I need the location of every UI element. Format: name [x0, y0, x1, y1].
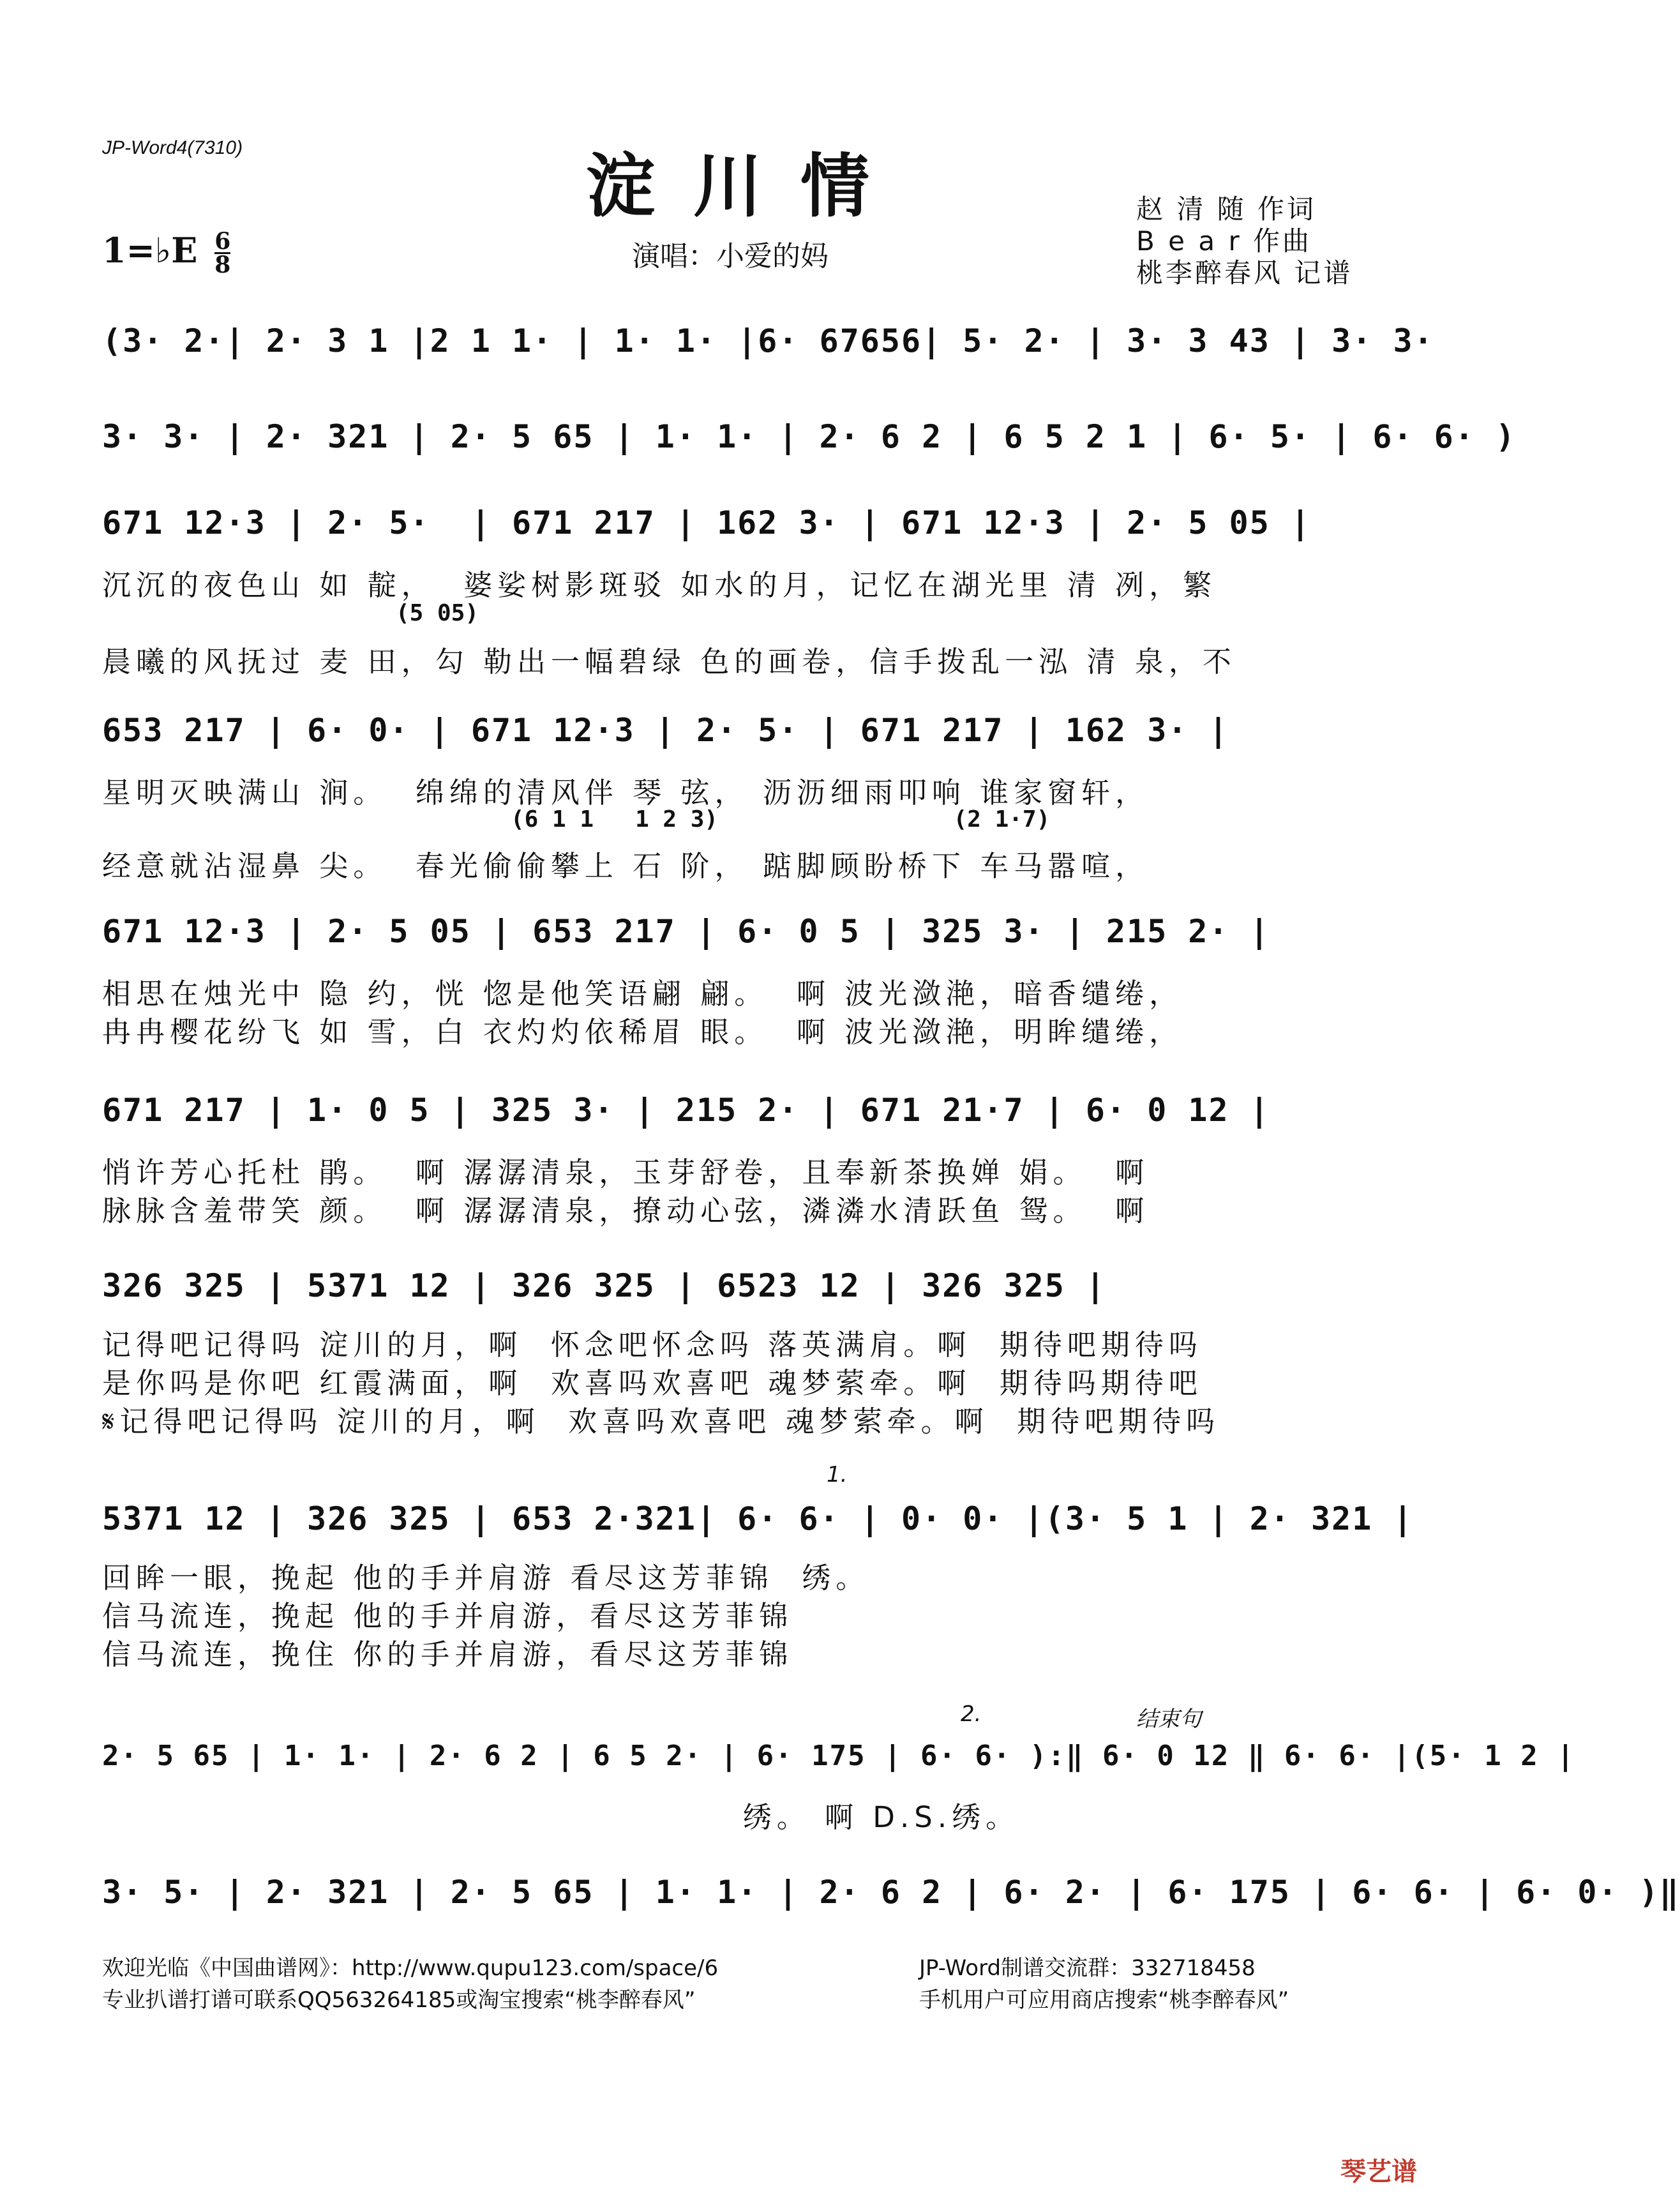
- lyric-line: 绣。 啊 D.S.绣。: [102, 1800, 1020, 1834]
- notation-line: 653 217 | 6· 0· | 671 12·3 | 2· 5· | 671 217 | 162 3· |: [102, 712, 1229, 749]
- lyric-line: 信马流连，挽起 他的手并肩游，看尽这芳菲锦: [102, 1599, 793, 1633]
- volta-2: 2.: [961, 1701, 982, 1727]
- lyric-line: 是你吗是你吧 红霞满面，啊 欢喜吗欢喜吧 魂梦萦牵。啊 期待吗期待吧: [102, 1366, 1203, 1400]
- lyric-line: 沉沉的夜色山 如 靛， 婆娑树影斑驳 如水的月，记忆在湖光里 清 冽，繁: [102, 568, 1217, 602]
- song-title: 淀川情: [585, 146, 908, 227]
- lyricist-credit: 赵 清 随 作词: [1136, 193, 1317, 225]
- lyric-line: 信马流连，挽住 你的手并肩游，看尽这芳菲锦: [102, 1637, 793, 1671]
- notation-line: 3· 5· | 2· 321 | 2· 5 65 | 1· 1· | 2· 6 2 | 6· 2· | 6· 175 | 6· 6· | 6· 0· )‖: [102, 1874, 1680, 1911]
- lyric-line: 悄许芳心托杜 鹃。 啊 潺潺清泉，玉芽舒卷，且奉新茶换婵 娟。 啊: [102, 1155, 1150, 1189]
- transcriber-credit: 桃李醉春风 记谱: [1136, 257, 1353, 289]
- lyric-line: 相思在烛光中 隐 约，恍 惚是他笑语翩 翩。 啊 波光潋滟，暗香缱绻，: [102, 977, 1183, 1011]
- volta-1: 1.: [827, 1462, 848, 1487]
- lyric-line: 𝄋记得吧记得吗 淀川的月，啊 欢喜吗欢喜吧 魂梦萦牵。啊 期待吧期待吗: [102, 1404, 1220, 1438]
- lyric-line: 冉冉樱花纷飞 如 雪，白 衣灼灼依稀眉 眼。 啊 波光潋滟，明眸缱绻，: [102, 1015, 1183, 1049]
- lyric-line: 晨曦的风抚过 麦 田，勾 勒出一幅碧绿 色的画卷，信手拨乱一泓 清 泉，不: [102, 645, 1236, 679]
- footer-contact: 专业扒谱打谱可联系QQ563264185或淘宝搜索“桃李醉春风”: [102, 1987, 696, 2013]
- ending-label: 结束句: [1136, 1706, 1201, 1732]
- footer-app: 手机用户可应用商店搜索“桃李醉春风”: [919, 1987, 1289, 2013]
- lyric-line: 经意就沾湿鼻 尖。 春光偷偷攀上 石 阶， 踮脚顾盼桥下 车马嚣喧，: [102, 849, 1150, 883]
- footer-website: 欢迎光临《中国曲谱网》：http://www.qupu123.com/space/6: [102, 1955, 719, 1981]
- notation-line: 2· 5 65 | 1· 1· | 2· 6 2 | 6 5 2· | 6· 175 | 6· 6· ):‖ 6· 0 12 ‖ 6· 6· |(5· 1 2 |: [102, 1740, 1575, 1772]
- key-signature: [102, 228, 231, 279]
- lyric-line: 记得吧记得吗 淀川的月，啊 怀念吧怀念吗 落英满肩。啊 期待吧期待吗: [102, 1328, 1203, 1362]
- lyric-line: 星明灭映满山 涧。 绵绵的清风伴 琴 弦， 沥沥细雨叩响 谁家窗轩，: [102, 776, 1150, 809]
- notation-line: (3· 2·| 2· 3 1 |2 1 1· | 1· 1· |6· 67656| 5· 2· | 3· 3 43 | 3· 3·: [102, 322, 1434, 359]
- notation-line: 3· 3· | 2· 321 | 2· 5 65 | 1· 1· | 2· 6 2 | 6 5 2 1 | 6· 5· | 6· 6· ): [102, 418, 1517, 455]
- notation-line: 671 12·3 | 2· 5 05 | 653 217 | 6· 0 5 | 325 3· | 215 2· |: [102, 913, 1270, 950]
- footer-group: JP-Word制谱交流群：332718458: [919, 1955, 1256, 1981]
- notation-line: 326 325 | 5371 12 | 326 325 | 6523 12 | 326 325 |: [102, 1267, 1107, 1304]
- time-signature: [214, 228, 231, 279]
- key-label: 1=♭E: [102, 230, 198, 271]
- watermark-logo: 琴艺谱: [1340, 2157, 1417, 2187]
- software-label: JP-Word4(7310): [102, 137, 243, 158]
- notation-line: 671 12·3 | 2· 5· | 671 217 | 162 3· | 671 12·3 | 2· 5 05 |: [102, 504, 1312, 541]
- singer-credit: 演唱：小爱的妈: [632, 240, 829, 273]
- composer-credit: B e a r 作曲: [1136, 225, 1312, 257]
- meter-top: 6: [214, 228, 231, 255]
- lyric-line: 回眸一眼，挽起 他的手并肩游 看尽这芳菲锦 绣。: [102, 1561, 870, 1595]
- notation-line: 5371 12 | 326 325 | 653 2·321| 6· 6· | 0· 0· |(3· 5 1 | 2· 321 |: [102, 1500, 1414, 1537]
- meter-bottom: 8: [214, 252, 231, 279]
- notation-line: 671 217 | 1· 0 5 | 325 3· | 215 2· | 671 21·7 | 6· 0 12 |: [102, 1092, 1270, 1129]
- lyric-line: 脉脉含羞带笑 颜。 啊 潺潺清泉，撩动心弦，潾潾水清跃鱼 鸳。 啊: [102, 1194, 1150, 1228]
- alt-notes: (5 05): [396, 600, 479, 626]
- alt-notes: (6 1 1 1 2 3) (2 1·7): [511, 806, 1051, 832]
